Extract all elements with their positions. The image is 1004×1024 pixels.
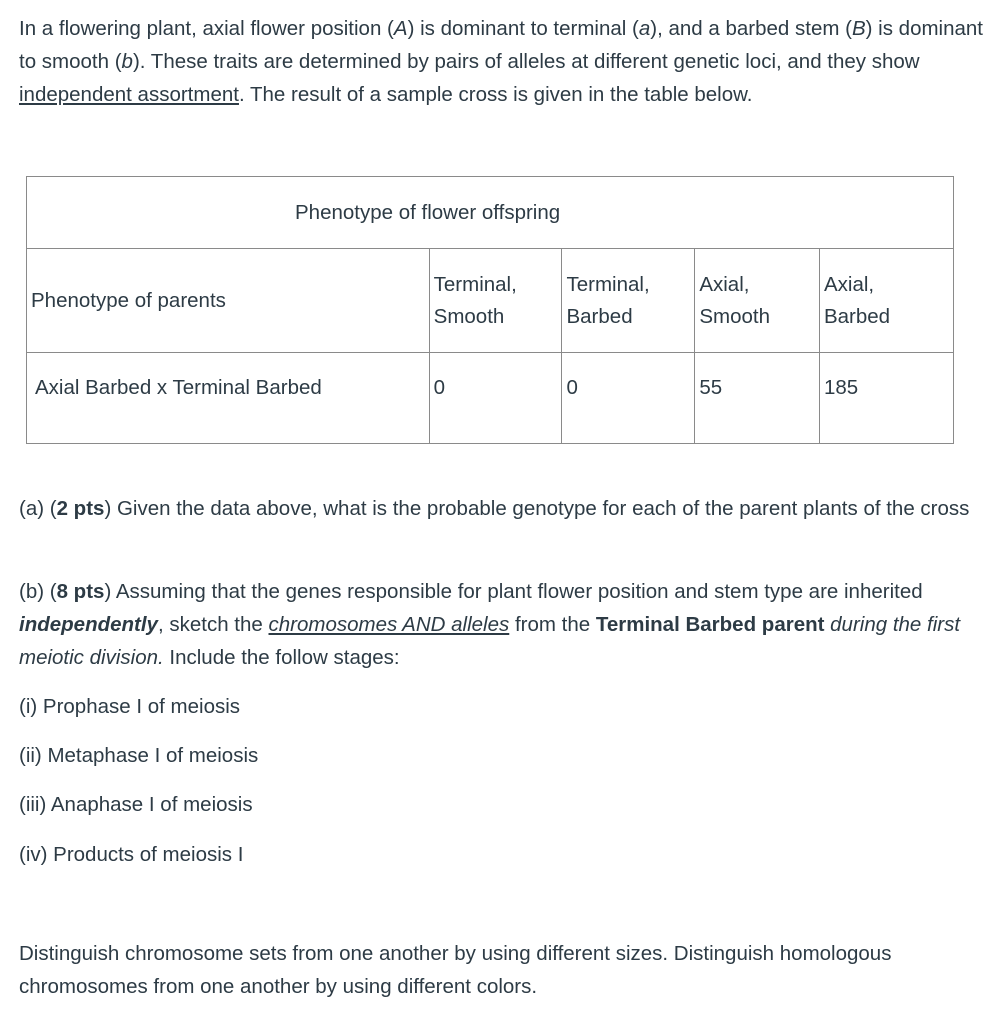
count-axial-barbed: 185 [819,353,953,444]
count-terminal-smooth: 0 [429,353,562,444]
count-axial-smooth: 55 [695,353,820,444]
intro-paragraph: In a flowering plant, axial flower position (A) is dominant to terminal (a), and a barbed stem (B) is dominant to smooth (b). These traits are determined by pairs of alleles at different genetic loci, and they show independent assortment. The result of a sample cross is given in the table below. [19,17,983,106]
table-header-row [27,249,954,353]
count-terminal-barbed: 0 [562,353,695,444]
stage-metaphase: (ii) Metaphase I of meiosis [19,744,259,767]
table-row [27,353,954,444]
column-header-axial-smooth: Axial, Smooth [695,249,820,353]
cross-results-table [26,176,954,444]
column-header-axial-barbed: Axial, Barbed [819,249,953,353]
parent-cross-label: Axial Barbed x Terminal Barbed [27,353,430,444]
table-title: Phenotype of flower offspring [27,177,954,249]
stage-products: (iv) Products of meiosis I [19,843,244,866]
row-header-label: Phenotype of parents [27,249,430,353]
column-header-terminal-smooth: Terminal, Smooth [429,249,562,353]
stage-anaphase: (iii) Anaphase I of meiosis [19,793,253,816]
question-b: (b) (8 pts) Assuming that the genes responsible for plant flower position and stem type are inherited independently, sketch the chromosomes AND alleles from the Terminal Barbed parent during the first meiotic division. Include the follow stages: [19,580,961,669]
chromosomes-alleles-link[interactable]: chromosomes AND alleles [268,613,510,636]
stage-prophase: (i) Prophase I of meiosis [19,695,241,718]
independent-assortment-link[interactable]: independent assortment [19,83,239,106]
question-a: (a) (2 pts) Given the data above, what is the probable genotype for each of the parent plants of the cross [19,497,970,520]
footer-instructions: Distinguish chromosome sets from one another by using different sizes. Distinguish homologous chromosomes from one another by using different colors. [19,942,892,998]
column-header-terminal-barbed: Terminal, Barbed [562,249,695,353]
